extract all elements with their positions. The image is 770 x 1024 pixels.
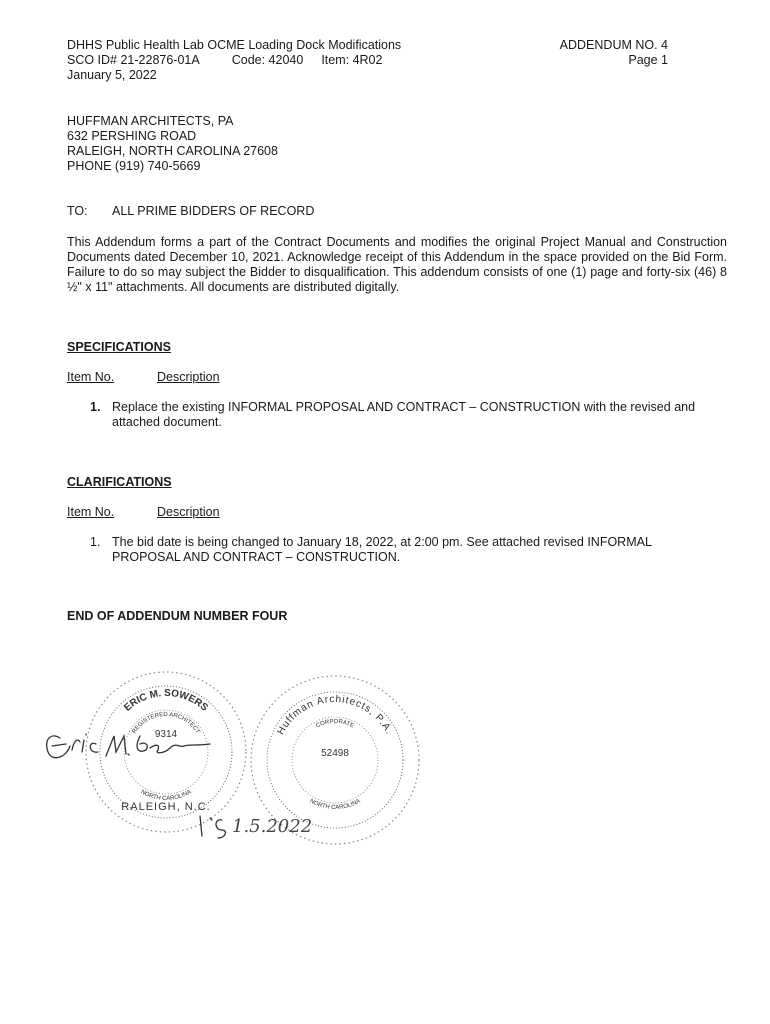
- architect-seal-title: REGISTERED ARCHITECT: [131, 711, 201, 735]
- item-text: The bid date is being changed to January 18, 2022, at 2:00 pm. See attached revised INFORMAL PROPOSAL AND CONTRACT – CONSTRUCTION.: [112, 535, 652, 564]
- firm-name: HUFFMAN ARCHITECTS, PA: [67, 114, 234, 128]
- project-code: Code: 42040: [231, 53, 304, 67]
- firm-city: RALEIGH, NORTH CAROLINA 27608: [67, 144, 278, 158]
- header-left: [67, 38, 401, 83]
- signed-date: 1.5.2022: [232, 816, 313, 837]
- architect-seal: [86, 672, 246, 832]
- specifications-heading: SPECIFICATIONS: [67, 340, 171, 354]
- project-ids: [67, 53, 401, 68]
- firm-seal-number: 52498: [321, 748, 349, 759]
- firm-street: 632 PERSHING ROAD: [67, 129, 197, 143]
- document-date: January 5, 2022: [67, 68, 157, 82]
- architect-seal-name: ERIC M. SOWERS: [122, 687, 210, 714]
- header-right: [560, 38, 668, 68]
- firm-phone: PHONE (919) 740-5669: [67, 159, 201, 173]
- sco-id: SCO ID# 21-22876-01A: [67, 53, 200, 67]
- firm-seal-state: NORTH CAROLINA: [308, 798, 362, 812]
- specification-item: [90, 400, 720, 430]
- clarifications-column-headers: [67, 505, 220, 520]
- item-number: 1.: [90, 535, 101, 549]
- architect-seal-number: 9314: [154, 729, 178, 740]
- seals-and-signature: [0, 640, 460, 850]
- recipient-line: [67, 204, 314, 219]
- clarification-item: [90, 535, 720, 565]
- intro-paragraph: This Addendum forms a part of the Contract Documents and modifies the original Project Manual and Construction Documents dated December 10, 2021. Acknowledge receipt of this Addendum in the space provided on the Bid Form. Failure to do so may subject the Bidder to disqualification. This addendum consists of one (1) page and forty-six (46) 8 ½" x 11" attachments. All documents are distributed digitally.: [67, 235, 727, 294]
- recipient-label: TO:: [67, 204, 88, 218]
- firm-seal-corporate: CORPORATE: [315, 718, 355, 730]
- item-text: Replace the existing INFORMAL PROPOSAL AND CONTRACT – CONSTRUCTION with the revised and attached document.: [112, 400, 696, 429]
- architect-seal-state: NORTH CAROLINA: [139, 789, 193, 803]
- end-of-addendum: END OF ADDENDUM NUMBER FOUR: [67, 609, 288, 623]
- project-item: Item: 4R02: [321, 53, 383, 67]
- description-header: Description: [157, 370, 220, 384]
- item-no-header: Item No.: [67, 505, 115, 519]
- description-header: Description: [157, 505, 220, 519]
- clarifications-heading: CLARIFICATIONS: [67, 475, 172, 489]
- handwritten-signature: [47, 734, 226, 838]
- firm-address: [67, 114, 278, 174]
- page-number: Page 1: [628, 53, 668, 67]
- addendum-number: ADDENDUM NO. 4: [559, 38, 668, 52]
- architect-seal-city: RALEIGH, N.C.: [121, 801, 211, 813]
- firm-seal-name: Huffman Architects, P.A.: [275, 693, 395, 737]
- specifications-column-headers: [67, 370, 220, 385]
- recipient-value: ALL PRIME BIDDERS OF RECORD: [112, 204, 315, 218]
- project-title: DHHS Public Health Lab OCME Loading Dock Modifications: [67, 38, 402, 52]
- item-number: 1.: [90, 400, 101, 414]
- item-no-header: Item No.: [67, 370, 115, 384]
